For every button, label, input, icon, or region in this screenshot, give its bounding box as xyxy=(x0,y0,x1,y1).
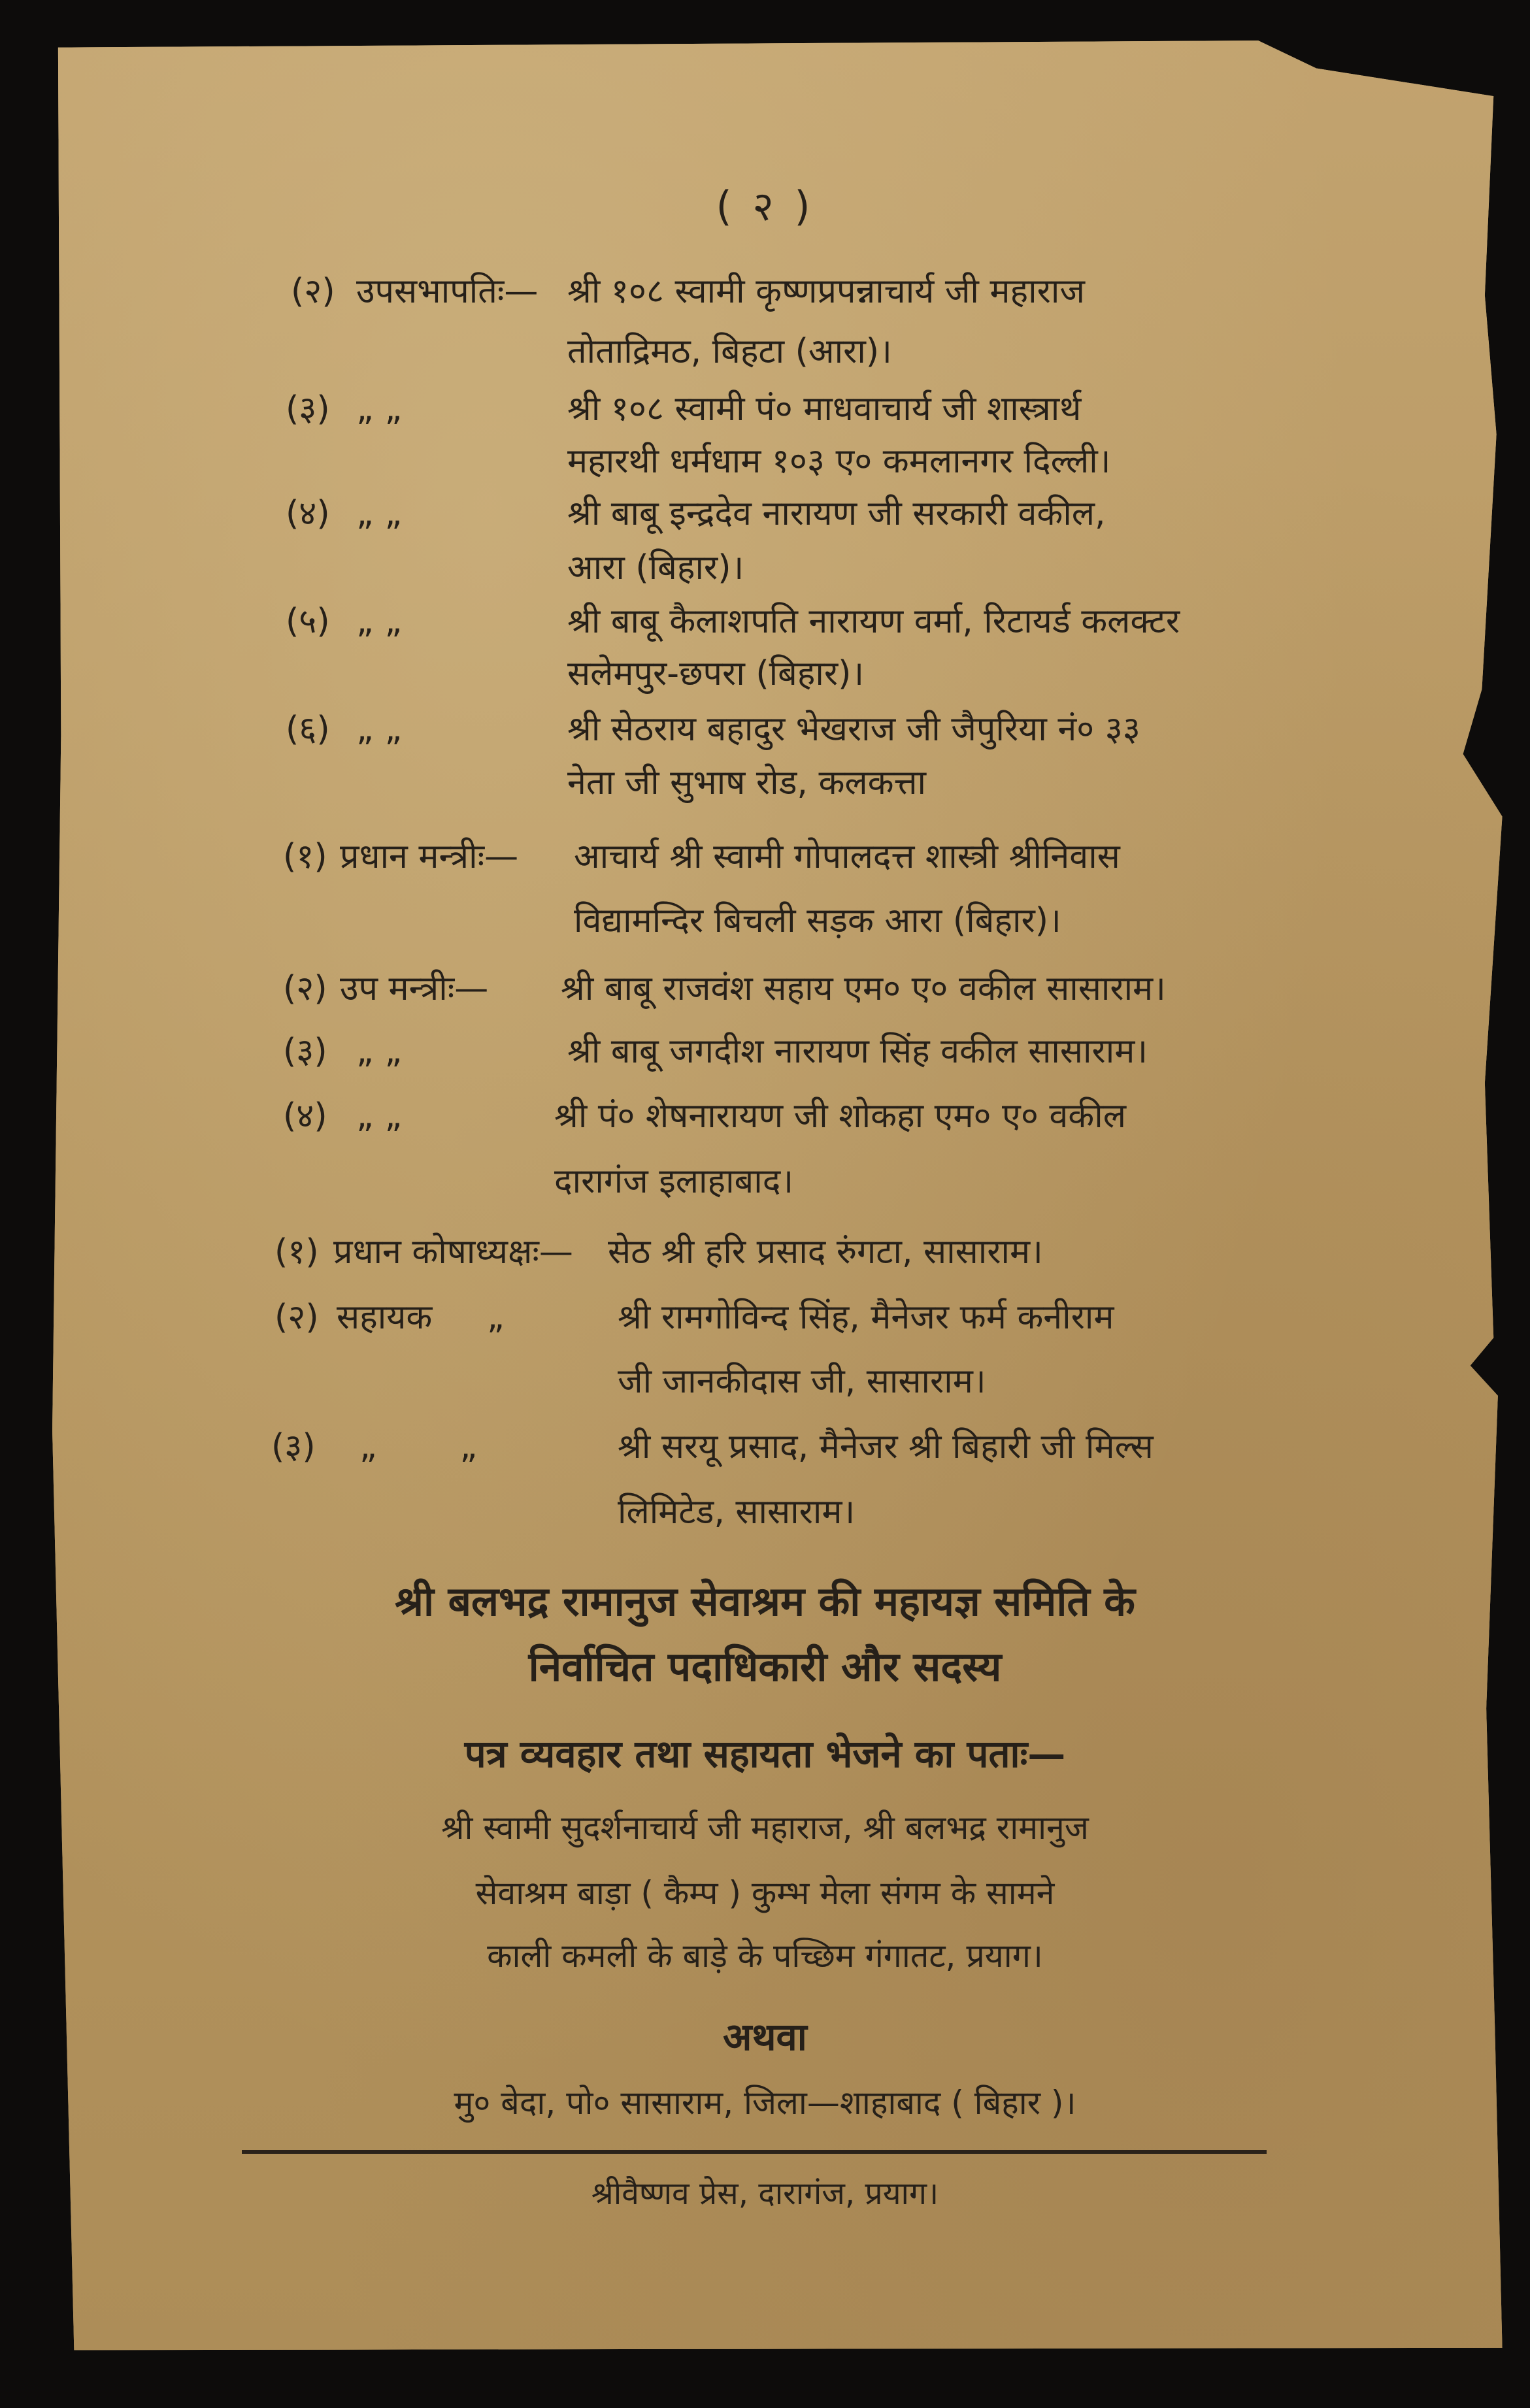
contact-address-line: काली कमली के बाड़े के पच्छिम गंगातट, प्रयाग। xyxy=(487,1937,1043,1975)
entry-number: (६) xyxy=(286,710,330,749)
vice-president-label: उपसभापतिः— xyxy=(356,272,539,311)
entry-line: विद्यामन्दिर बिचली सड़क आरा (बिहार)। xyxy=(574,901,1061,940)
ditto-mark: „ „ xyxy=(359,1427,478,1466)
entry-number: (२) xyxy=(274,1298,319,1337)
ditto-mark: „ „ xyxy=(356,710,403,749)
entry-line: श्री १०८ स्वामी कृष्णप्रपन्नाचार्य जी महाराज xyxy=(567,272,1085,311)
printer-imprint: श्रीवैष्णव प्रेस, दारागंज, प्रयाग। xyxy=(591,2175,939,2212)
entry-number: (१) xyxy=(274,1232,319,1272)
committee-heading-line-2: निर्वाचित पदाधिकारी और सदस्य xyxy=(528,1643,1002,1691)
entry-line: श्री पं० शेषनारायण जी शोकहा एम० ए० वकील xyxy=(554,1097,1126,1136)
ditto-mark: „ „ xyxy=(356,602,403,641)
entry-number: (३) xyxy=(286,389,330,429)
page-number: ( २ ) xyxy=(716,182,814,230)
ditto-mark: „ „ xyxy=(356,1032,403,1071)
entry-number: (३) xyxy=(283,1032,327,1071)
chief-secretary-label: प्रधान मन्त्रीः— xyxy=(340,837,519,876)
ditto-mark: „ „ xyxy=(356,1097,403,1136)
ditto-mark: „ xyxy=(487,1298,505,1337)
entry-line: जी जानकीदास जी, सासाराम। xyxy=(618,1362,986,1401)
entry-line: आरा (बिहार)। xyxy=(567,548,744,587)
entry-number: (४) xyxy=(286,494,330,533)
entry-line: श्री बाबू जगदीश नारायण सिंह वकील सासाराम। xyxy=(567,1032,1148,1071)
contact-address-line: सेवाश्रम बाड़ा ( कैम्प ) कुम्भ मेला संगम के सामने xyxy=(475,1874,1055,1912)
entry-line: श्री बाबू राजवंश सहाय एम० ए० वकील सासाराम। xyxy=(561,969,1166,1008)
horizontal-divider xyxy=(242,2150,1267,2154)
entry-line: आचार्य श्री स्वामी गोपालदत्त शास्त्री श्रीनिवास xyxy=(574,837,1120,876)
entry-line: सलेमपुर-छपरा (बिहार)। xyxy=(567,654,865,693)
deputy-secretary-label: उप मन्त्रीः— xyxy=(340,969,489,1008)
or-separator: अथवा xyxy=(723,2015,807,2059)
entry-line: दारागंज इलाहाबाद। xyxy=(554,1162,794,1201)
entry-line: श्री सेठराय बहादुर भेखराज जी जैपुरिया नं० ३३ xyxy=(567,710,1140,749)
entry-number: (२) xyxy=(291,272,335,311)
chief-treasurer-label: प्रधान कोषाध्यक्षः— xyxy=(333,1232,573,1272)
entry-number: (३) xyxy=(271,1427,316,1466)
assistant-label: सहायक xyxy=(337,1298,433,1337)
entry-line: तोताद्रिमठ, बिहटा (आरा)। xyxy=(567,332,892,371)
entry-number: (१) xyxy=(283,837,327,876)
entry-line: लिमिटेड, सासाराम। xyxy=(618,1493,856,1532)
entry-line: श्री रामगोविन्द सिंह, मैनेजर फर्म कनीराम xyxy=(618,1298,1114,1337)
committee-heading-line-1: श्री बलभद्र रामानुज सेवाश्रम की महायज्ञ समिति के xyxy=(395,1577,1135,1625)
ditto-mark: „ „ xyxy=(356,494,403,533)
entry-line: श्री बाबू कैलाशपति नारायण वर्मा, रिटायर्ड कलक्टर xyxy=(567,602,1180,641)
alternate-address: मु० बेदा, पो० सासाराम, जिला—शाहाबाद ( बिहार )। xyxy=(454,2084,1076,2122)
entry-line: महारथी धर्मधाम १०३ ए० कमलानगर दिल्ली। xyxy=(567,442,1111,481)
entry-line: श्री सरयू प्रसाद, मैनेजर श्री बिहारी जी मिल्स xyxy=(618,1427,1154,1466)
ditto-mark: „ „ xyxy=(356,389,403,429)
entry-number: (४) xyxy=(283,1097,327,1136)
entry-number: (५) xyxy=(286,602,330,641)
entry-line: सेठ श्री हरि प्रसाद रुंगटा, सासाराम। xyxy=(608,1232,1043,1272)
entry-line: श्री बाबू इन्द्रदेव नारायण जी सरकारी वकील, xyxy=(567,494,1106,533)
entry-line: नेता जी सुभाष रोड, कलकत्ता xyxy=(567,763,926,802)
contact-title: पत्र व्यवहार तथा सहायता भेजने का पताः— xyxy=(464,1732,1066,1776)
entry-number: (२) xyxy=(283,969,327,1008)
contact-address-line: श्री स्वामी सुदर्शनाचार्य जी महाराज, श्री बलभद्र रामानुज xyxy=(441,1809,1089,1847)
entry-line: श्री १०८ स्वामी पं० माधवाचार्य जी शास्त्रार्थ xyxy=(567,389,1082,429)
